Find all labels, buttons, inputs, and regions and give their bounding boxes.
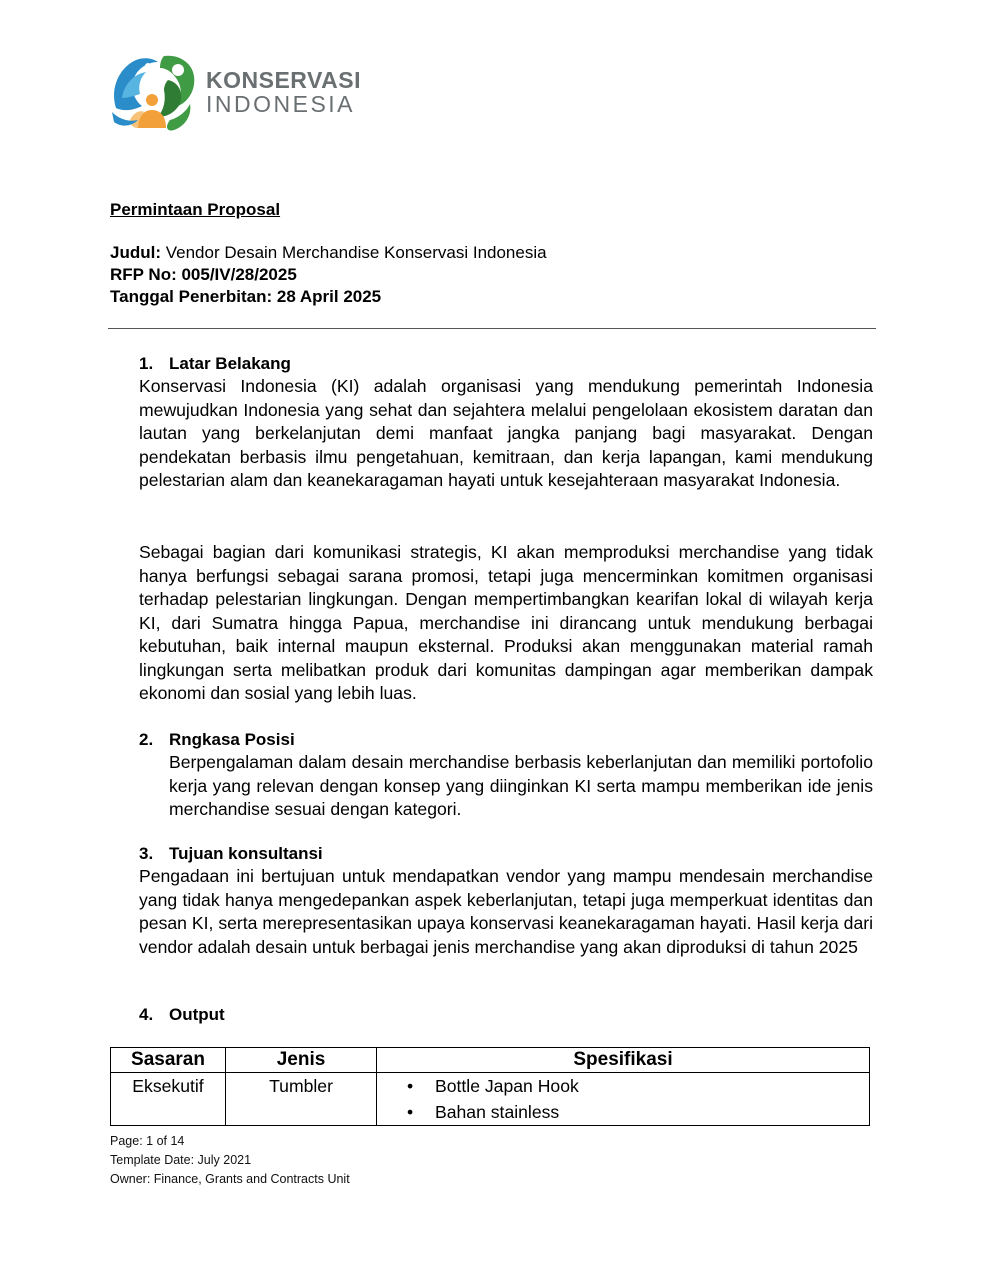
section-2-number: 2. [139,730,154,749]
output-table [110,1047,870,1126]
logo-line-1: KONSERVASI [206,67,361,93]
konservasi-indonesia-logo [108,50,361,136]
judul-value: Vendor Desain Merchandise Konservasi Indonesia [165,243,547,262]
section-1-title: Latar Belakang [169,354,291,373]
table-row [111,1073,870,1126]
spec-item: • Bahan stainless [435,1099,869,1125]
section-2-heading [139,729,295,751]
rfp-number: RFP No: 005/IV/28/2025 [110,265,297,284]
section-1-paragraph-1: Konservasi Indonesia (KI) adalah organisasi yang mendukung pemerintah Indonesia mewujudkan Indonesia yang sehat dan sejahtera melalui pengelolaan ekosistem daratan dan lautan yang berkelanjutan demi manfaat jangka panjang bagi masyarakat. Dengan pendekatan berbasis ilmu pengetahuan, kemitraan, dan kerja lapangan, kami mendukung pelestarian alam dan keanekaragaman hayati untuk kesejahteraan masyarakat Indonesia. [139,376,873,490]
logo-emblem-icon [108,50,200,136]
section-3-number: 3. [139,844,154,863]
issue-date: Tanggal Penerbitan: 28 April 2025 [110,287,382,306]
page-footer [110,1132,350,1189]
col-header-sasaran: Sasaran [111,1048,226,1073]
cell-spesifikasi [377,1073,870,1126]
divider [108,328,876,329]
logo-line-2: INDONESIA [206,91,356,117]
section-4-heading [139,1004,225,1026]
col-header-jenis: Jenis [226,1048,377,1073]
judul-line [110,242,870,264]
cell-jenis: Tumbler [226,1073,377,1126]
section-1-number: 1. [139,354,154,373]
document-title: Permintaan Proposal [110,200,281,219]
section-4-title: Output [169,1005,225,1024]
section-2-title: Rngkasa Posisi [169,730,295,749]
footer-page-number: Page: 1 of 14 [110,1134,185,1148]
judul-label: Judul: [110,243,161,262]
footer-template-date: Template Date: July 2021 [110,1153,252,1167]
footer-owner: Owner: Finance, Grants and Contracts Unit [110,1172,350,1186]
col-header-spesifikasi: Spesifikasi [377,1048,870,1073]
section-3-title: Tujuan konsultansi [169,844,323,863]
section-3-paragraph: Pengadaan ini bertujuan untuk mendapatkan vendor yang mampu mendesain merchandise yang tidak hanya mengedepankan aspek keberlanjutan, tetapi juga memperkuat identitas dan pesan KI, serta merepresentasikan upaya konservasi keanekaragaman hayati. Hasil kerja dari vendor adalah desain untuk berbagai jenis merchandise yang akan diproduksi di tahun 2025 [139,866,873,957]
section-4-number: 4. [139,1005,154,1024]
cell-sasaran: Eksekutif [111,1073,226,1126]
section-1-paragraph-2: Sebagai bagian dari komunikasi strategis, KI akan memproduksi merchandise yang tidak hanya berfungsi sebagai sarana promosi, tetapi juga mencerminkan komitmen organisasi terhadap pelestarian lingkungan. Dengan mempertimbangkan kearifan lokal di wilayah kerja KI, dari Sumatra hingga Papua, merchandise ini dirancang untuk mendukung berbagai kebutuhan, baik internal maupun eksternal. Produksi akan menggunakan material ramah lingkungan serta melibatkan produk dari komunitas dampingan agar memberikan dampak ekonomi dan sosial yang lebih luas. [139,542,873,703]
spec-item: • Bottle Japan Hook [435,1073,869,1099]
section-2-paragraph: Berpengalaman dalam desain merchandise berbasis keberlanjutan dan memiliki portofolio kerja yang relevan dengan konsep yang diinginkan KI serta mampu memberikan ide jenis merchandise sesuai dengan kategori. [169,752,873,819]
spec-list [377,1073,869,1125]
table-header-row [111,1048,870,1073]
section-3-heading [139,843,323,865]
section-1-heading [139,353,291,375]
